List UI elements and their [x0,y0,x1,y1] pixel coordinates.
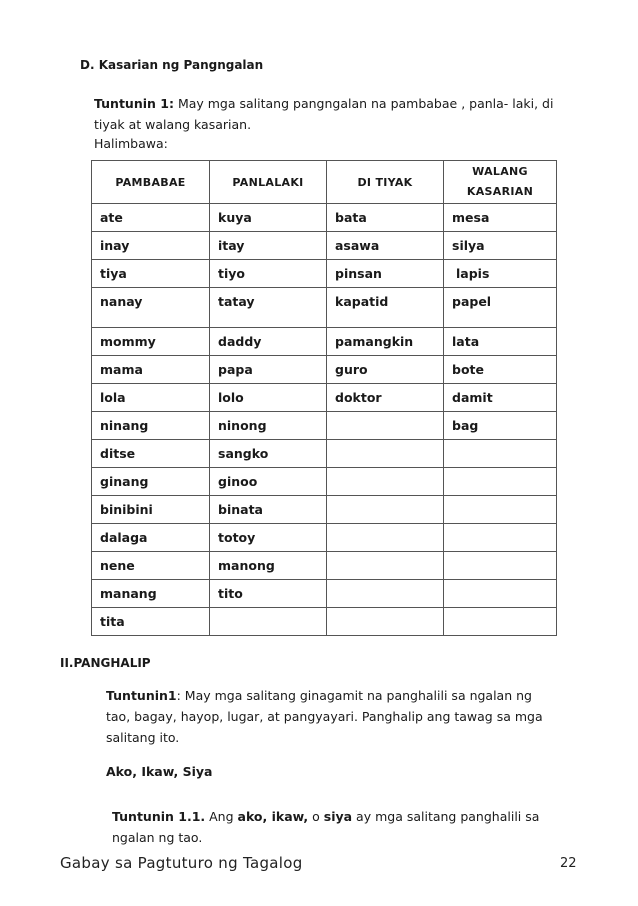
table-cell: kuya [210,204,327,232]
table-cell: ginang [92,468,210,496]
rule-paragraph [94,93,554,135]
table-cell [327,468,444,496]
table-cell: papa [210,356,327,384]
gender-table [91,160,557,636]
table-cell [444,468,557,496]
table-cell: guro [327,356,444,384]
table-cell: lola [92,384,210,412]
rule-text: May mga salitang pangngalan na pambabae , panla- laki, di tiyak at walang kasarian. [94,96,554,132]
table-cell: papel [444,288,557,328]
subsection-heading: Ako, Ikaw, Siya [106,764,213,779]
table-row [92,608,557,636]
rule-label: Tuntunin1 [106,688,177,703]
header-walang-line1: WALANG [472,165,528,178]
table-cell: kapatid [327,288,444,328]
sub-rule-label: Tuntunin 1.1. [112,809,206,824]
table-cell [210,608,327,636]
table-cell [327,524,444,552]
page-number: 22 [560,856,577,871]
table-cell [327,440,444,468]
table-cell: nanay [92,288,210,328]
table-cell [444,580,557,608]
header-panlalaki: PANLALAKI [210,161,327,204]
table-cell: damit [444,384,557,412]
table-row [92,524,557,552]
table-cell: mesa [444,204,557,232]
header-walang-kasarian [444,161,557,204]
table-cell: bata [327,204,444,232]
table-cell: pamangkin [327,328,444,356]
table-cell: tita [92,608,210,636]
table-cell: ate [92,204,210,232]
table-cell: bag [444,412,557,440]
sub-rule-text: Ang [205,809,238,824]
table-cell [444,608,557,636]
footer-title: Gabay sa Pagtuturo ng Tagalog [60,854,303,872]
table-row [92,440,557,468]
table-cell [444,524,557,552]
table-cell: ditse [92,440,210,468]
section-heading: D. Kasarian ng Pangngalan [80,58,264,72]
table-cell [327,580,444,608]
table-cell: lata [444,328,557,356]
table-cell [444,440,557,468]
header-walang-line2: KASARIAN [466,185,534,198]
table-cell: lapis [444,260,557,288]
rule-text: : May mga salitang ginagamit na panghalili sa ngalan ng tao, bagay, hayop, lugar, at pangyayari. Panghalip ang tawag sa mga salitang ito. [106,688,543,745]
table-cell: tatay [210,288,327,328]
table-cell: tiya [92,260,210,288]
table-cell: manong [210,552,327,580]
table-row [92,384,557,412]
table-cell: dalaga [92,524,210,552]
header-di-tiyak: DI TIYAK [327,161,444,204]
table-cell: totoy [210,524,327,552]
table-cell [327,552,444,580]
pronoun-words: ako, ikaw, [237,809,309,824]
table-cell [327,608,444,636]
table-cell: doktor [327,384,444,412]
table-cell: inay [92,232,210,260]
table-cell: tito [210,580,327,608]
table-cell: ginoo [210,468,327,496]
header-pambabae: PAMBABAE [92,161,210,204]
table-cell: binibini [92,496,210,524]
table-cell: bote [444,356,557,384]
sub-rule-text: o [308,809,324,824]
table-cell: ninong [210,412,327,440]
table-cell [327,412,444,440]
table-row [92,468,557,496]
table-row [92,496,557,524]
table-cell: asawa [327,232,444,260]
table-cell: itay [210,232,327,260]
rule-label: Tuntunin 1: [94,96,174,111]
table-row [92,412,557,440]
sub-rule-text: ay mga salitang panghalili sa ngalan ng tao. [112,809,540,845]
table-cell: lolo [210,384,327,412]
table-row [92,204,557,232]
rule-paragraph [106,685,556,748]
table-cell [327,496,444,524]
table-cell: daddy [210,328,327,356]
table-cell: binata [210,496,327,524]
table-cell [444,496,557,524]
table-row [92,328,557,356]
sub-rule-paragraph [112,806,552,848]
table-cell: ninang [92,412,210,440]
table-cell: pinsan [327,260,444,288]
table-cell [444,552,557,580]
section-heading: II.PANGHALIP [60,656,151,670]
pronoun-word-siya: siya [323,809,353,824]
table-cell: nene [92,552,210,580]
table-header-row [92,161,557,204]
table-row [92,232,557,260]
table-cell: mama [92,356,210,384]
table-cell: sangko [210,440,327,468]
example-label: Halimbawa: [94,136,168,151]
table-cell: silya [444,232,557,260]
table-row [92,552,557,580]
table-row [92,260,557,288]
table-cell: tiyo [210,260,327,288]
table-cell: manang [92,580,210,608]
table-row [92,288,557,328]
table-cell: mommy [92,328,210,356]
table-row [92,356,557,384]
table-row [92,580,557,608]
